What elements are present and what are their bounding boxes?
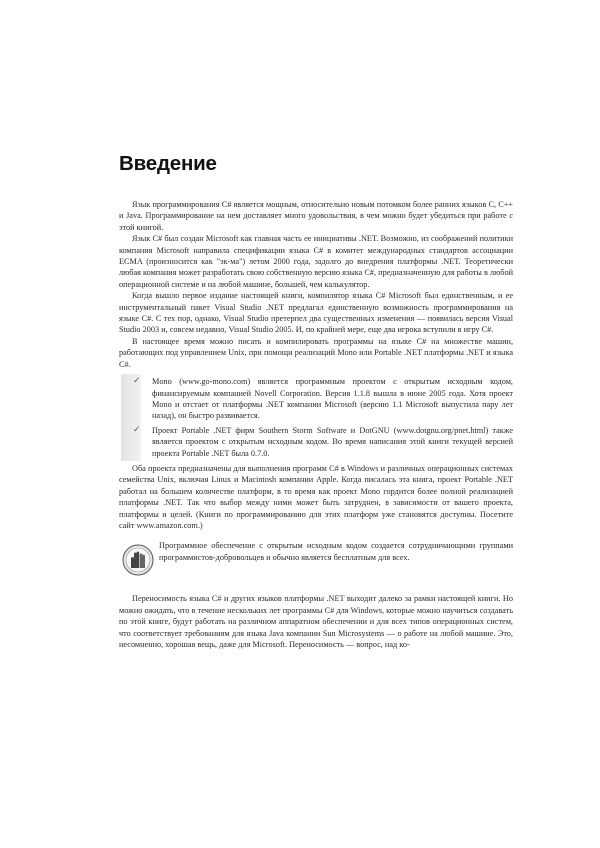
list-item xyxy=(121,425,513,459)
list-item-text: Проект Portable .NET фирм Southern Storm Software и DotGNU (www.dotgnu.org/pnet.html) также является проектом с открытым исходным кодом. Во время написания этой книги текущей версией проекта Portable .NET была 0.7.0. xyxy=(152,425,513,458)
page-title: Введение xyxy=(119,152,217,175)
checkmark-icon: ✓ xyxy=(133,376,141,387)
hands-icon xyxy=(122,544,154,576)
bullet-list xyxy=(121,374,513,459)
list-item xyxy=(121,376,513,422)
note-text: Программное обеспечение с открытым исходным кодом создается сотрудничающими группами программистов-добровольцев и обычно является бесплатным для всех. xyxy=(159,541,513,562)
paragraph: Язык C# был создан Microsoft как главная часть ее инициативы .NET. Возможно, из соображений политики компания Microsoft направила спецификации языка C# в комитет международных стандартов ассоциации ECMA (произносится как "эк-ма") летом 2000 года, задолго до внедрения платформы .NET. Теоретически любая компания может разработать свою собственную версию языка C#, предназначенную для работы в любой операционной системе и на любой машине, большей, чем калькулятор. xyxy=(119,234,513,289)
paragraph: Когда вышло первое издание настоящей книги, компилятор языка C# Microsoft был единственным, и ее инструментальный пакет Visual Studio .NET предлагал единственную возможность программирования на языке C#. С тех пор, однако, Visual Studio претерпел два существенных изменения — появилась версия Visual Studio 2003 и, совсем недавно, Visual Studio 2005. И, по крайней мере, еще два игрока вступили в игру C#. xyxy=(119,291,513,335)
paragraph: Язык программирования C# является мощным, относительно новым потомком более ранних языков C, C++ и Java. Программирование на нем доставляет много удовольствия, в чем можно будет убедиться при работе с этой книгой. xyxy=(119,200,513,232)
checkmark-icon: ✓ xyxy=(133,424,141,435)
list-item-text: Mono (www.go-mono.com) является программным проектом с открытым исходным кодом, финансируемым компанией Novell Corporation. Версия 1.1.8 вышла в июне 2005 года. Хотя проект Mono и отстает от платформы .NET компании Microsoft (версию 1.1 Microsoft выпустила пару лет назад), он быстро развивается. xyxy=(152,377,513,421)
body-text xyxy=(119,199,513,650)
paragraph: Переносимость языка C# и других языков платформы .NET выходит далеко за рамки настоящей книги. Но можно ожидать, что в течение нескольких лет программы C# для Windows, которые можно научиться создавать по этой книге, будут работать на различном аппаратном обеспечении и для всех типов операционных систем, что соответствует требованиям для языка Java компании Sun Microsystems — о работе на любой машине. Это, несомненно, хорошая вещь, даже для Microsoft. Переносимость — вопрос, над ко- xyxy=(119,594,513,649)
note-box xyxy=(119,540,513,584)
paragraph: В настоящее время можно писать и компилировать программы на языке C# на множестве машин, работающих под управлением Unix, при помощи реализаций Mono или Portable .NET платформы .NET и языка C#. xyxy=(119,336,513,369)
paragraph: Оба проекта предназначены для выполнения программ C# в Windows и различных операционных системах семейства Unix, включая Linux и Macintosh компании Apple. Когда писалась эта книга, проект Portable .NET работал на большем количестве платформ, в то время как проект Mono гордится более полной реализацией платформы .NET. Так что выбор между ними может быть затруднен, в зависимости от вашего проекта, платформы и целей. (Книги по программированию для этих платформ уже становятся доступны. Посетите сайт www.amazon.com.) xyxy=(119,463,513,530)
